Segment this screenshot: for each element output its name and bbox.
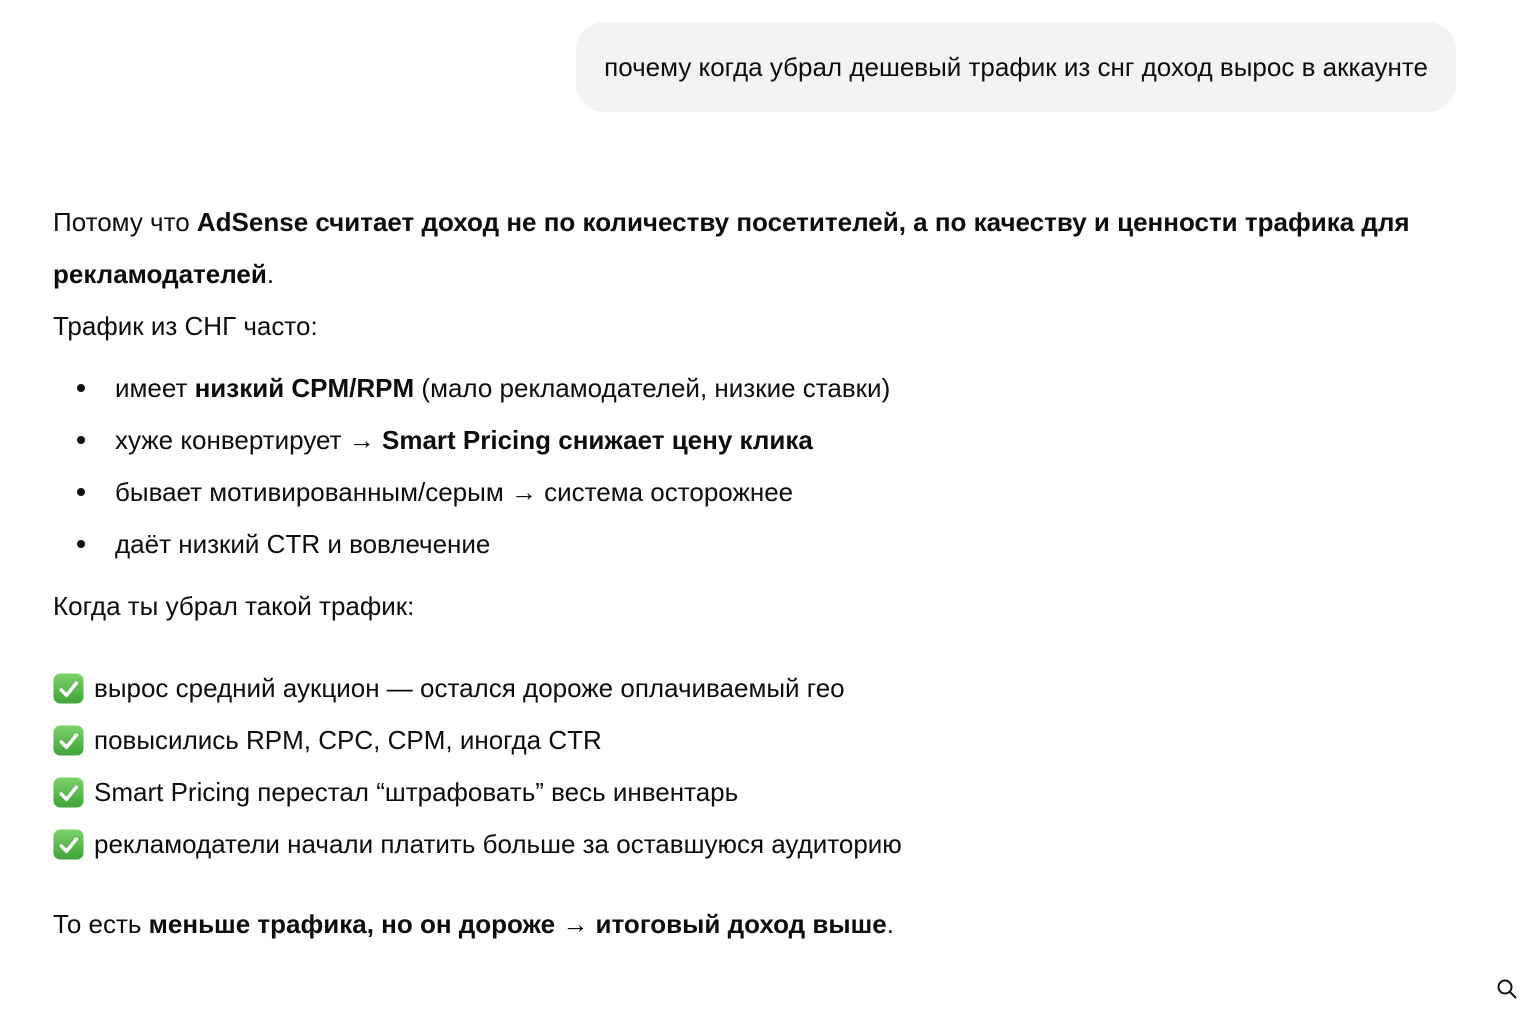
list-item: даёт низкий CTR и вовлечение xyxy=(53,518,1476,570)
answer-mid-line: Когда ты убрал такой трафик: xyxy=(53,591,415,621)
list-item: бывает мотивированным/серым → система осторожнее xyxy=(53,466,1476,518)
check-row-text: Smart Pricing перестал “штрафовать” весь инвентарь xyxy=(94,777,739,807)
user-message-bubble xyxy=(576,22,1456,112)
user-message-row xyxy=(0,0,1536,112)
check-row xyxy=(53,818,1476,870)
results-checklist xyxy=(53,662,1476,870)
list-item: хуже конвертирует → Smart Pricing снижает цену клика xyxy=(53,414,1476,466)
check-mark-icon xyxy=(53,673,84,704)
check-row xyxy=(53,662,1476,714)
check-mark-icon xyxy=(53,829,84,860)
check-mark-icon xyxy=(53,777,84,808)
check-row-text: вырос средний аукцион — остался дороже оплачиваемый гео xyxy=(94,673,845,703)
check-row-text: рекламодатели начали платить больше за оставшуюся аудиторию xyxy=(94,829,902,859)
search-icon[interactable] xyxy=(1494,976,1520,1002)
check-row xyxy=(53,714,1476,766)
check-mark-icon xyxy=(53,725,84,756)
check-row-text: повысились RPM, CPC, CPM, иногда CTR xyxy=(94,725,602,755)
user-message-text: почему когда убрал дешевый трафик из снг доход вырос в аккаунте xyxy=(604,52,1428,82)
answer-intro-paragraph: Потому что AdSense считает доход не по количеству посетителей, а по качеству и ценности трафика для рекламодателей. xyxy=(53,207,1410,289)
list-item: имеет низкий CPM/RPM (мало рекламодателей, низкие ставки) xyxy=(53,362,1476,414)
check-row xyxy=(53,766,1476,818)
assistant-message xyxy=(53,196,1476,950)
answer-lead-line: Трафик из СНГ часто: xyxy=(53,311,318,341)
cis-traffic-issues-list xyxy=(53,362,1476,570)
answer-conclusion-paragraph: То есть меньше трафика, но он дороже → итоговый доход выше. xyxy=(53,909,894,939)
